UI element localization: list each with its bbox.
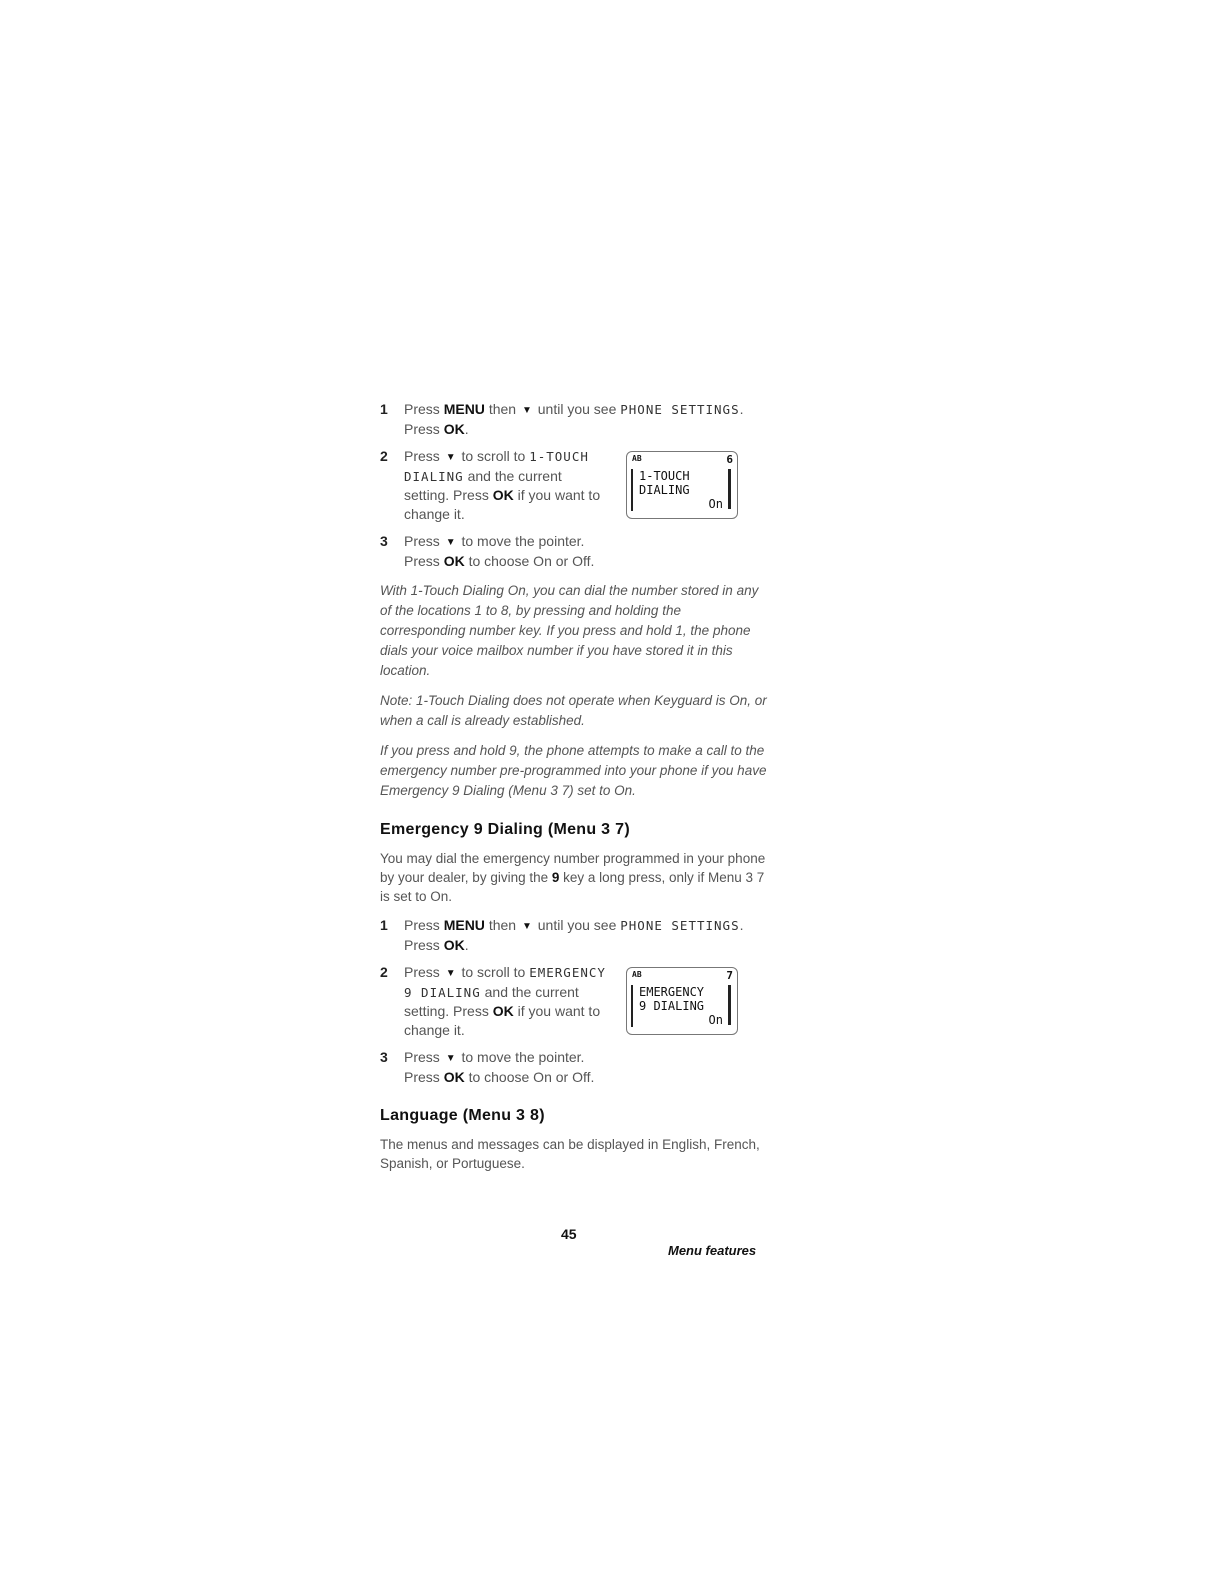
ok-key-label: OK (443, 421, 465, 437)
step-text: Press ▼ to move the pointer. Press OK to choose On or Off. (404, 533, 595, 569)
display-value: On (708, 1013, 723, 1027)
ok-key-label: OK (443, 937, 465, 953)
step-2-block (380, 963, 770, 1048)
section-text: The menus and messages can be displayed in English, French, Spanish, or Portuguese. (380, 1137, 760, 1171)
section-heading: Language (Menu 3 8) (380, 1107, 545, 1124)
note-paragraph: If you press and hold 9, the phone attempts to make a call to the emergency number pre-programmed into your phone if you have Emergency 9 Dialing (Menu 3 7) set to On. (380, 743, 767, 798)
step-number: 1 (380, 917, 388, 933)
step-text: Press MENU then ▼ until you see PHONE SETTINGS. Press OK. (404, 917, 744, 953)
key-label: 9 (551, 870, 560, 885)
note-paragraph: Note: 1-Touch Dialing does not operate when Keyguard is On, or when a call is already established. (380, 693, 767, 728)
battery-bar-icon (728, 469, 731, 509)
signal-bar-icon (631, 469, 633, 511)
menu-key-label: MENU (443, 401, 485, 417)
step-3 (380, 532, 770, 571)
ok-key-label: OK (443, 553, 465, 569)
ok-key-label: OK (492, 487, 514, 503)
battery-indicator: 6 (726, 453, 733, 466)
menu-key-label: MENU (443, 917, 485, 933)
section-heading: Emergency 9 Dialing (Menu 3 7) (380, 821, 630, 838)
display-line-1: EMERGENCY (639, 985, 705, 999)
menu-name: PHONE SETTINGS (620, 918, 740, 933)
ok-key-label: OK (492, 1003, 514, 1019)
step-1 (380, 400, 770, 439)
scroll-down-icon: ▼ (445, 452, 456, 463)
signal-indicator: AB (632, 454, 642, 463)
menu-name: PHONE SETTINGS (620, 402, 740, 417)
scroll-down-icon: ▼ (445, 968, 456, 979)
step-text: Press ▼ to scroll to EMERGENCY 9 DIALING and the current setting. Press OK if you want to change it. (404, 964, 606, 1038)
step-number: 3 (380, 1049, 388, 1065)
step-3 (380, 1048, 770, 1087)
page-number: 45 (561, 1226, 577, 1242)
page-content (380, 400, 770, 1183)
phone-display (626, 967, 738, 1035)
display-line-2: 9 DIALING (639, 999, 705, 1013)
battery-indicator: 7 (726, 969, 733, 982)
display-value: On (708, 497, 723, 511)
battery-bar-icon (728, 985, 731, 1025)
phone-display (626, 451, 738, 519)
step-text: Press ▼ to scroll to 1-TOUCH DIALING and the current setting. Press OK if you want to change it. (404, 448, 601, 522)
display-line-1: 1-TOUCH (639, 469, 690, 483)
step-number: 3 (380, 533, 388, 549)
note-paragraph: With 1-Touch Dialing On, you can dial the number stored in any of the locations 1 to 8, by pressing and holding the corresponding number key. If you press and hold 1, the phone dials your voice mailbox number if you have stored it in this location. (380, 583, 759, 678)
step-2 (380, 447, 610, 524)
display-line-2: DIALING (639, 483, 690, 497)
step-number: 2 (380, 964, 388, 980)
ok-key-label: OK (443, 1069, 465, 1085)
step-number: 2 (380, 448, 388, 464)
signal-indicator: AB (632, 970, 642, 979)
scroll-down-icon: ▼ (445, 537, 456, 548)
signal-bar-icon (631, 985, 633, 1027)
section-intro: You may dial the emergency number programmed in your phone by your dealer, by giving the 9 key a long press, only if Menu 3 7 is set to On. (380, 851, 766, 904)
step-text: Press MENU then ▼ until you see PHONE SETTINGS. Press OK. (404, 401, 744, 437)
menu-name: 1-TOUCH DIALING (404, 449, 589, 484)
step-1 (380, 916, 770, 955)
step-number: 1 (380, 401, 388, 417)
footer-section-title: Menu features (668, 1243, 757, 1258)
step-2-block (380, 447, 770, 532)
menu-name: EMERGENCY 9 DIALING (404, 965, 606, 1000)
step-2 (380, 963, 610, 1040)
scroll-down-icon: ▼ (521, 921, 532, 932)
step-text: Press ▼ to move the pointer. Press OK to choose On or Off. (404, 1049, 595, 1085)
scroll-down-icon: ▼ (445, 1053, 456, 1064)
scroll-down-icon: ▼ (521, 405, 532, 416)
